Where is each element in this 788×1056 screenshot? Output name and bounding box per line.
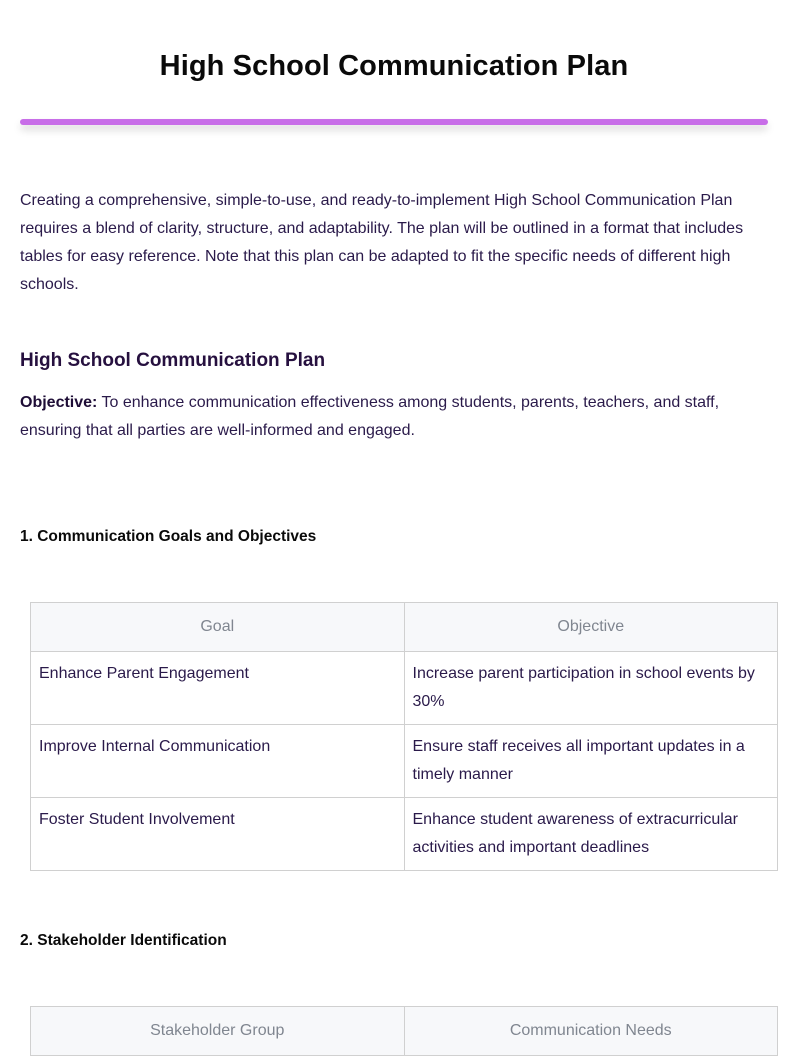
table-row: [31, 725, 778, 798]
table-row: [31, 798, 778, 871]
goal-cell: Foster Student Involvement: [31, 798, 405, 871]
column-header-communication-needs: Communication Needs: [404, 1007, 778, 1056]
table-row: [31, 652, 778, 725]
goals-objectives-table: [30, 602, 778, 871]
objective-cell: Ensure staff receives all important updates in a timely manner: [404, 725, 778, 798]
column-header-goal: Goal: [31, 603, 405, 652]
column-header-stakeholder-group: Stakeholder Group: [31, 1007, 405, 1056]
objective-paragraph: [20, 389, 750, 445]
intro-paragraph: Creating a comprehensive, simple-to-use, and ready-to-implement High School Communication Plan requires a blend of clarity, structure, and adaptability. The plan will be outlined in a format that includes tables for easy reference. Note that this plan can be adapted to fit the specific needs of different high schools.: [20, 192, 744, 293]
column-header-objective: Objective: [404, 603, 778, 652]
goal-cell: Enhance Parent Engagement: [31, 652, 405, 725]
table-header-row: [31, 603, 778, 652]
section-heading-stakeholders: 2. Stakeholder Identification: [20, 932, 227, 949]
objective-cell: Enhance student awareness of extracurricular activities and important deadlines: [404, 798, 778, 871]
plan-heading: High School Communication Plan: [20, 350, 326, 371]
stakeholder-table: [30, 1006, 778, 1056]
objective-label: Objective:: [20, 394, 98, 411]
section-heading-goals: 1. Communication Goals and Objectives: [20, 528, 317, 545]
page-title: High School Communication Plan: [159, 50, 629, 82]
title-accent-divider: [20, 119, 768, 125]
objective-cell: Increase parent participation in school events by 30%: [404, 652, 778, 725]
objective-text: To enhance communication effectiveness among students, parents, teachers, and staff, ensuring that all parties are well-informed and engaged.: [20, 394, 720, 439]
table-header-row: [31, 1007, 778, 1056]
goal-cell: Improve Internal Communication: [31, 725, 405, 798]
